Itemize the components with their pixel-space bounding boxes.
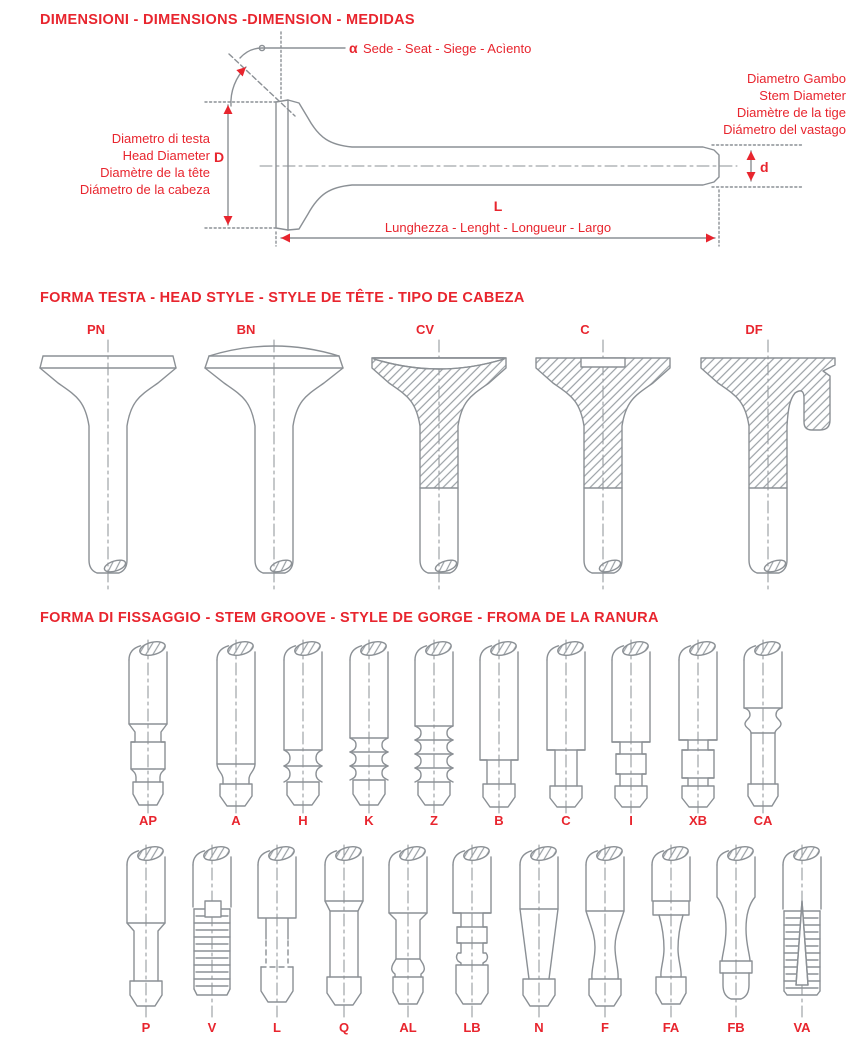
stem-groove-label-va: VA <box>793 1020 811 1035</box>
stem-groove-figure-n <box>515 843 563 1019</box>
alpha-symbol: α <box>349 40 358 56</box>
stem-groove-label-fb: FB <box>727 1020 745 1035</box>
stem-groove-figure-fa <box>647 843 695 1019</box>
head-diameter-label-1: Diametro di testa <box>111 131 210 146</box>
stem-groove-figure-f <box>581 843 629 1019</box>
head-style-label-cv: CV <box>415 322 435 337</box>
stem-diameter-label-2: Stem Diameter <box>759 88 846 103</box>
stem-groove-figure-va <box>778 843 826 1019</box>
stem-groove-label-l: L <box>273 1020 281 1035</box>
head-style-label-bn: BN <box>236 322 256 337</box>
stem-groove-label-z: Z <box>430 813 438 828</box>
head-style-figure-df <box>693 336 843 596</box>
stem-groove-figure-q <box>320 843 368 1019</box>
stem-groove-label-v: V <box>207 1020 217 1035</box>
stem-groove-label-q: Q <box>338 1020 350 1035</box>
head-diameter-symbol: D <box>214 149 225 165</box>
stem-groove-label-xb: XB <box>688 813 708 828</box>
length-dimension <box>276 190 719 246</box>
head-styles-section-title: FORMA TESTA - HEAD STYLE - STYLE DE TÊTE - TIPO DE CABEZA <box>40 290 525 306</box>
stem-groove-label-f: F <box>601 1020 609 1035</box>
head-style-label-pn: PN <box>86 322 106 337</box>
length-label: Lunghezza - Lenght - Longueur - Largo <box>384 220 612 235</box>
head-diameter-dimension <box>80 102 276 228</box>
stem-groove-figure-p <box>122 843 170 1019</box>
stem-groove-figure-h <box>279 638 327 816</box>
stem-diameter-label-1: Diametro Gambo <box>747 71 846 86</box>
head-style-label-df: DF <box>745 322 763 337</box>
head-style-figure-pn <box>33 336 183 596</box>
stem-groove-label-ca: CA <box>753 813 773 828</box>
stem-groove-figure-ap <box>124 638 172 816</box>
stem-groove-label-ap: AP <box>138 813 158 828</box>
dimensions-section-title: DIMENSIONI - DIMENSIONS -DIMENSION - MEDIDAS <box>40 12 415 28</box>
head-style-figure-cv <box>364 336 514 596</box>
stem-groove-figure-c <box>542 638 590 816</box>
valve-dimension-diagram <box>0 30 860 268</box>
stem-groove-label-al: AL <box>399 1020 417 1035</box>
stem-diameter-label-3: Diamètre de la tige <box>736 105 846 120</box>
stem-groove-label-h: H <box>298 813 308 828</box>
stem-groove-label-i: I <box>629 813 633 828</box>
stem-groove-figure-b <box>475 638 523 816</box>
stem-groove-figure-v <box>188 843 236 1019</box>
stem-grooves-section-title: FORMA DI FISSAGGIO - STEM GROOVE - STYLE DE GORGE - FROMA DE LA RANURA <box>40 610 659 626</box>
head-diameter-label-2: Head Diameter <box>122 148 210 163</box>
stem-groove-figure-ca <box>739 638 787 816</box>
stem-groove-figure-a <box>212 638 260 816</box>
stem-groove-figure-lb <box>448 843 496 1019</box>
stem-diameter-symbol: d <box>760 159 769 175</box>
stem-groove-figure-z <box>410 638 458 816</box>
head-diameter-label-3: Diamètre de la tête <box>100 165 210 180</box>
stem-groove-label-c: C <box>561 813 571 828</box>
seat-angle-construction <box>229 32 531 116</box>
stem-groove-label-a: A <box>231 813 241 828</box>
stem-groove-figure-i <box>607 638 655 816</box>
length-symbol: L <box>493 198 503 214</box>
stem-groove-label-fa: FA <box>662 1020 680 1035</box>
seat-label: Sede - Seat - Siege - Acìento <box>363 41 532 56</box>
stem-groove-figure-al <box>384 843 432 1019</box>
stem-groove-figure-l <box>253 843 301 1019</box>
stem-groove-label-k: K <box>364 813 374 828</box>
stem-groove-figure-k <box>345 638 393 816</box>
stem-groove-label-b: B <box>494 813 504 828</box>
stem-groove-label-lb: LB <box>463 1020 481 1035</box>
stem-groove-label-n: N <box>534 1020 544 1035</box>
head-style-figure-bn <box>199 336 349 596</box>
stem-groove-label-p: P <box>141 1020 151 1035</box>
stem-diameter-label-4: Diámetro del vastago <box>723 122 846 137</box>
head-style-figure-c <box>528 336 678 596</box>
stem-groove-figure-fb <box>712 843 760 1019</box>
head-diameter-label-4: Diámetro de la cabeza <box>79 182 210 197</box>
stem-groove-figure-xb <box>674 638 722 816</box>
head-style-label-c: C <box>580 322 590 337</box>
stem-diameter-dimension <box>712 71 847 187</box>
